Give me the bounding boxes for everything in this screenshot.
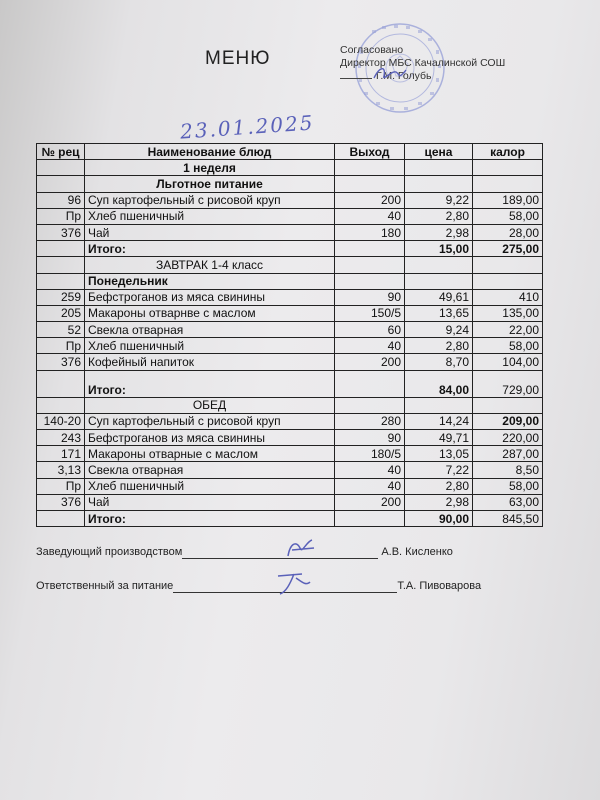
total-label: Итого: [85,241,335,257]
cell-code: 52 [37,322,85,338]
cell-calories: 104,00 [473,354,543,370]
cell-calories: 22,00 [473,322,543,338]
cell-calories: 28,00 [473,224,543,240]
cell-name: Чай [85,494,335,510]
cell-name: Кофейный напиток [85,354,335,370]
cell-code: Пр [37,338,85,354]
cell-output: 40 [335,462,405,478]
table-row [37,478,543,494]
cell-code: 140-20 [37,413,85,429]
cell-price: 7,22 [405,462,473,478]
table-row [37,224,543,240]
cell-name: Суп картофельный с рисовой круп [85,192,335,208]
total-calories: 845,50 [473,510,543,526]
cell-price: 2,98 [405,224,473,240]
section2-title: ЗАВТРАК 1-4 класс [85,257,335,273]
responsible-signature-line [36,580,481,593]
document-title: МЕНЮ [205,48,271,69]
total-price: 90,00 [405,510,473,526]
total-row [37,241,543,257]
cell-calories: 63,00 [473,494,543,510]
cell-calories: 58,00 [473,338,543,354]
section-title-row [37,176,543,192]
table-row [37,413,543,429]
cell-price: 49,71 [405,430,473,446]
cell-output: 40 [335,478,405,494]
cell-calories: 58,00 [473,208,543,224]
table-row [37,338,543,354]
total-price: 15,00 [405,241,473,257]
table-row [37,192,543,208]
cell-name: Хлеб пшеничный [85,208,335,224]
table-row [37,208,543,224]
cell-output: 200 [335,494,405,510]
week-label: 1 неделя [85,160,335,176]
table-row [37,462,543,478]
cell-name: Бефстроганов из мяса свинины [85,289,335,305]
section1-title: Льготное питание [85,176,335,192]
day-row [37,273,543,289]
cell-price: 2,98 [405,494,473,510]
approval-signer [340,70,505,83]
approval-heading: Согласовано [340,44,404,56]
cell-code: 376 [37,354,85,370]
table-header-row [37,144,543,160]
header-price: цена [405,144,473,160]
handwritten-date: 23.01.2025 [179,110,316,144]
cell-price: 49,61 [405,289,473,305]
responsible-name: Т.А. Пивоварова [397,580,482,592]
manager-signature-line [36,546,453,559]
table-row [37,322,543,338]
header-code: № рец [37,144,85,160]
cell-code: 243 [37,430,85,446]
total-calories: 275,00 [473,241,543,257]
table-row [37,289,543,305]
total-label: Итого: [85,370,335,397]
section-title-row [37,257,543,273]
cell-name: Бефстроганов из мяса свинины [85,430,335,446]
header-name: Наименование блюд [85,144,335,160]
cell-price: 8,70 [405,354,473,370]
cell-calories: 189,00 [473,192,543,208]
section3-title: ОБЕД [85,397,335,413]
cell-name: Суп картофельный с рисовой круп [85,413,335,429]
cell-price: 13,65 [405,305,473,321]
total-calories: 729,00 [473,370,543,397]
cell-code: 171 [37,446,85,462]
cell-output: 40 [335,208,405,224]
cell-price: 2,80 [405,478,473,494]
cell-price: 14,24 [405,413,473,429]
cell-name: Макароны отварнве с маслом [85,305,335,321]
cell-calories: 209,00 [473,413,543,429]
table-row [37,430,543,446]
director-signature [370,62,410,84]
total-row [37,510,543,526]
responsible-signature [272,568,316,598]
cell-output: 180 [335,224,405,240]
manager-label: Заведующий производством [36,546,183,558]
header-calories: калор [473,144,543,160]
cell-output: 200 [335,354,405,370]
total-row [37,370,543,397]
total-label: Итого: [85,510,335,526]
cell-output: 90 [335,430,405,446]
section-title-row [37,397,543,413]
menu-table [36,143,543,527]
cell-code: 205 [37,305,85,321]
manager-signature [282,536,322,562]
cell-code: 376 [37,224,85,240]
cell-code: 3,13 [37,462,85,478]
table-row [37,494,543,510]
cell-price: 9,22 [405,192,473,208]
cell-calories: 287,00 [473,446,543,462]
cell-code: 259 [37,289,85,305]
cell-output: 40 [335,338,405,354]
approval-position: Директор МБС Качалинской СОШ [340,57,506,69]
approval-block [340,44,505,83]
cell-calories: 135,00 [473,305,543,321]
approval-signer-name: Г.М. Голубь [376,70,432,82]
cell-calories: 410 [473,289,543,305]
header-output: Выход [335,144,405,160]
cell-calories: 8,50 [473,462,543,478]
cell-price: 2,80 [405,338,473,354]
cell-name: Макароны отварные с маслом [85,446,335,462]
section2-day: Понедельник [85,273,335,289]
cell-output: 60 [335,322,405,338]
total-price: 84,00 [405,370,473,397]
cell-name: Чай [85,224,335,240]
cell-output: 180/5 [335,446,405,462]
responsible-label: Ответственный за питание [36,580,174,592]
cell-name: Свекла отварная [85,462,335,478]
table-row [37,305,543,321]
cell-price: 13,05 [405,446,473,462]
cell-price: 2,80 [405,208,473,224]
cell-code: Пр [37,478,85,494]
cell-output: 150/5 [335,305,405,321]
cell-name: Хлеб пшеничный [85,338,335,354]
table-row [37,354,543,370]
cell-calories: 220,00 [473,430,543,446]
cell-calories: 58,00 [473,478,543,494]
manager-name: А.В. Кисленко [381,546,453,558]
table-row [37,446,543,462]
cell-output: 280 [335,413,405,429]
cell-output: 90 [335,289,405,305]
week-row [37,160,543,176]
cell-name: Свекла отварная [85,322,335,338]
cell-name: Хлеб пшеничный [85,478,335,494]
cell-price: 9,24 [405,322,473,338]
cell-code: 376 [37,494,85,510]
cell-code: 96 [37,192,85,208]
cell-output: 200 [335,192,405,208]
cell-code: Пр [37,208,85,224]
